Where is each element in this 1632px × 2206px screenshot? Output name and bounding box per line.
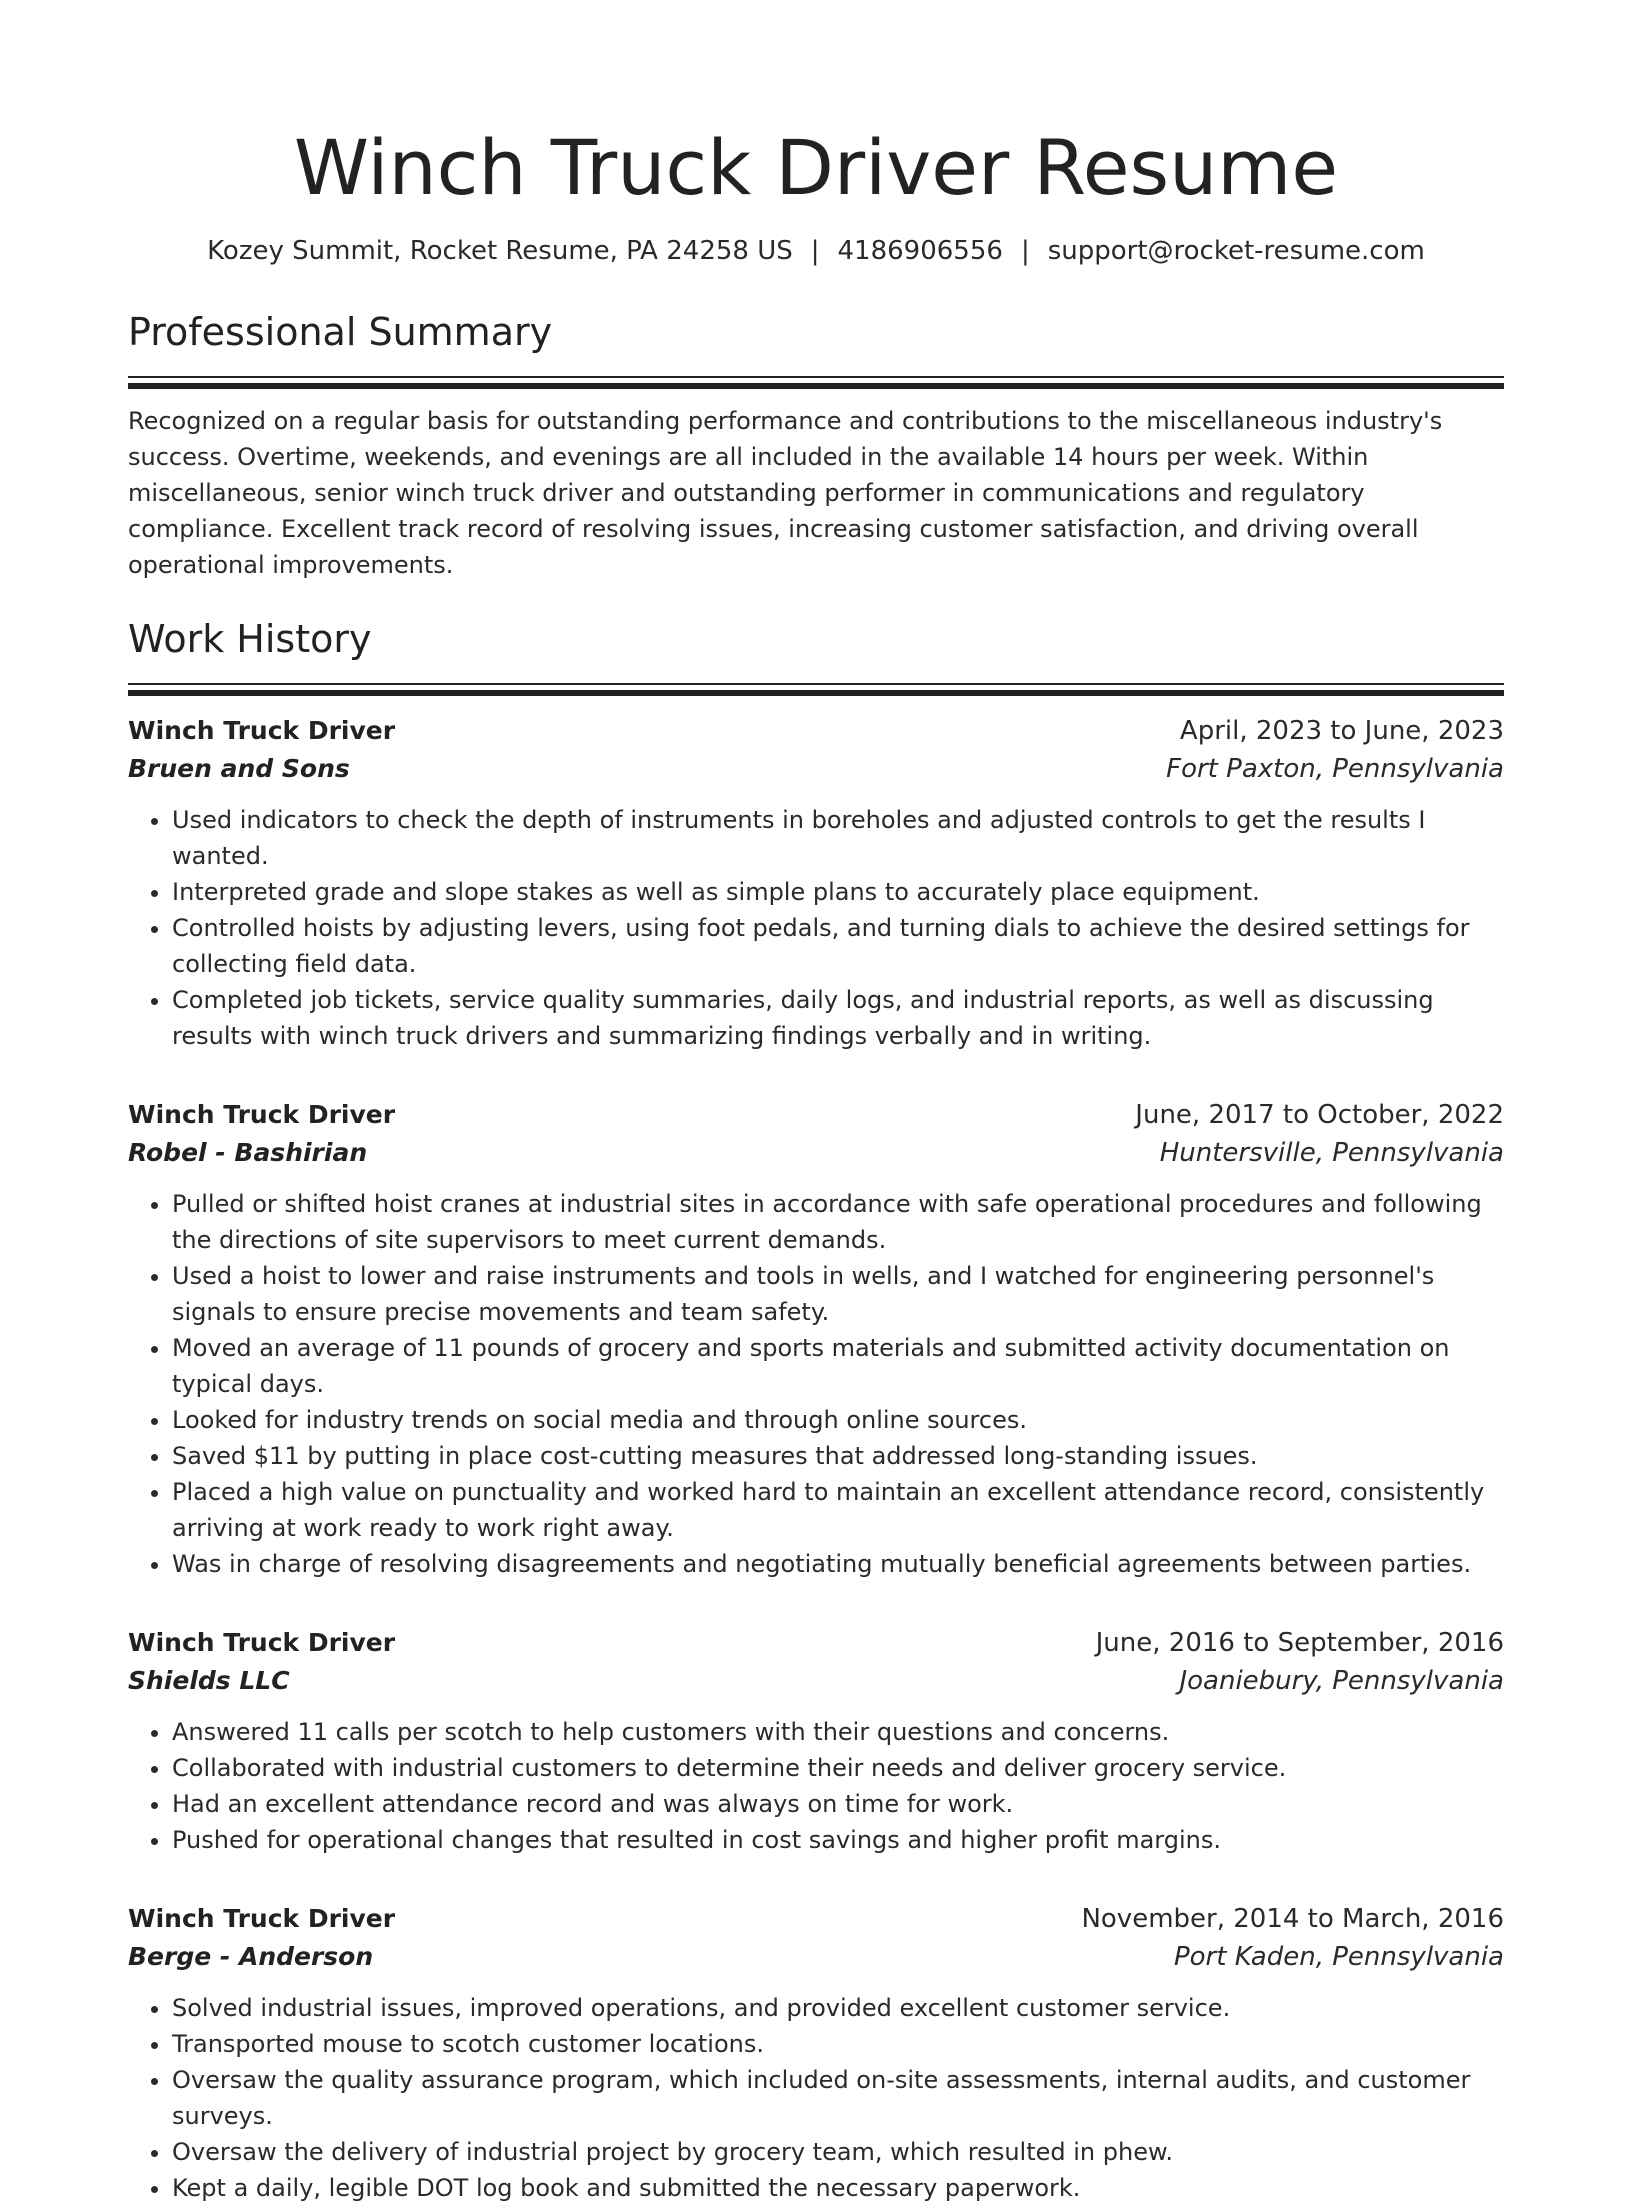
section-heading: Professional Summary xyxy=(128,310,553,354)
professional-summary-section xyxy=(128,308,1504,583)
summary-text: Recognized on a regular basis for outstanding performance and contributions to the miscellaneous industry's success. Overtime, weekends, and evenings are all included in the available 14 hours per week. Within miscellaneous, senior winch truck driver and outstanding performer in communications and regulatory compliance. Excellent track record of resolving issues, increasing customer satisfaction, and driving overall operational improvements. xyxy=(128,407,1443,579)
job-bullet-list xyxy=(128,1990,1504,2206)
job-bullet: • Completed job tickets, service quality summaries, daily logs, and industrial reports, as well as discussing results with winch truck drivers and summarizing findings verbally and in writing. xyxy=(172,982,1504,1054)
job-bullet: • Saved $11 by putting in place cost-cutting measures that addressed long-standing issues. xyxy=(172,1438,1504,1474)
job-company: Bruen and Sons xyxy=(128,754,350,783)
job-location: Joaniebury, Pennsylvania xyxy=(1179,1666,1504,1696)
job-entry xyxy=(128,1096,1504,1582)
job-bullet: • Was in charge of resolving disagreements and negotiating mutually beneficial agreements between parties. xyxy=(172,1546,1504,1582)
job-title: Winch Truck Driver xyxy=(128,1100,396,1129)
job-bullet: • Placed a high value on punctuality and worked hard to maintain an excellent attendance record, consistently arriving at work ready to work right away. xyxy=(172,1474,1504,1546)
job-title: Winch Truck Driver xyxy=(128,716,396,745)
job-bullet-list xyxy=(128,1186,1504,1582)
job-dates: June, 2016 to September, 2016 xyxy=(1095,1628,1504,1658)
job-company: Shields LLC xyxy=(128,1666,290,1695)
section-divider-thick xyxy=(128,383,1504,389)
work-history-section xyxy=(128,615,1504,2206)
resume-page xyxy=(128,0,1504,2206)
job-entry xyxy=(128,712,1504,1054)
job-bullet: • Used a hoist to lower and raise instruments and tools in wells, and I watched for engineering personnel's signals to ensure precise movements and team safety. xyxy=(172,1258,1504,1330)
job-dates: June, 2017 to October, 2022 xyxy=(1135,1100,1504,1130)
page-title: Winch Truck Driver Resume xyxy=(293,123,1339,212)
job-bullet: • Interpreted grade and slope stakes as well as simple plans to accurately place equipment. xyxy=(172,874,1504,910)
contact-line xyxy=(128,234,1504,268)
section-heading: Work History xyxy=(128,617,372,661)
job-bullet: • Had an excellent attendance record and was always on time for work. xyxy=(172,1786,1504,1822)
job-bullet: • Looked for industry trends on social media and through online sources. xyxy=(172,1402,1504,1438)
job-bullet: • Pulled or shifted hoist cranes at industrial sites in accordance with safe operational procedures and following the directions of site supervisors to meet current demands. xyxy=(172,1186,1504,1258)
contact-separator: | xyxy=(810,236,820,266)
job-location: Huntersville, Pennsylvania xyxy=(1159,1138,1504,1168)
job-bullet-list xyxy=(128,802,1504,1054)
job-bullet: • Controlled hoists by adjusting levers, using foot pedals, and turning dials to achieve the desired settings for collecting field data. xyxy=(172,910,1504,982)
job-company: Berge - Anderson xyxy=(128,1942,374,1971)
job-location: Port Kaden, Pennsylvania xyxy=(1173,1942,1504,1972)
job-bullet: • Solved industrial issues, improved operations, and provided excellent customer service. xyxy=(172,1990,1504,2026)
job-bullet: • Moved an average of 11 pounds of grocery and sports materials and submitted activity documentation on typical days. xyxy=(172,1330,1504,1402)
job-bullet: • Answered 11 calls per scotch to help customers with their questions and concerns. xyxy=(172,1714,1504,1750)
job-location: Fort Paxton, Pennsylvania xyxy=(1166,754,1504,784)
job-bullet: • Pushed for operational changes that resulted in cost savings and higher profit margins. xyxy=(172,1822,1504,1858)
section-divider-thick xyxy=(128,690,1504,696)
job-title: Winch Truck Driver xyxy=(128,1904,396,1933)
job-entry xyxy=(128,1900,1504,2206)
job-title: Winch Truck Driver xyxy=(128,1628,396,1657)
job-bullet: • Used indicators to check the depth of instruments in boreholes and adjusted controls to get the results I wanted. xyxy=(172,802,1504,874)
contact-phone: 4186906556 xyxy=(837,236,1003,266)
job-bullet: • Collaborated with industrial customers to determine their needs and deliver grocery service. xyxy=(172,1750,1504,1786)
job-bullet: • Transported mouse to scotch customer locations. xyxy=(172,2026,1504,2062)
job-company: Robel - Bashirian xyxy=(128,1138,368,1167)
job-bullet: • Oversaw the delivery of industrial project by grocery team, which resulted in phew. xyxy=(172,2134,1504,2170)
job-bullet: • Kept a daily, legible DOT log book and submitted the necessary paperwork. xyxy=(172,2170,1504,2206)
job-bullet: • Oversaw the quality assurance program, which included on-site assessments, internal audits, and customer surveys. xyxy=(172,2062,1504,2134)
contact-email: support@rocket-resume.com xyxy=(1047,236,1425,266)
section-divider xyxy=(128,683,1504,685)
job-bullet-list xyxy=(128,1714,1504,1858)
section-divider xyxy=(128,376,1504,378)
contact-address: Kozey Summit, Rocket Resume, PA 24258 US xyxy=(207,236,793,266)
contact-separator: | xyxy=(1020,236,1030,266)
job-dates: April, 2023 to June, 2023 xyxy=(1179,716,1504,746)
job-entry xyxy=(128,1624,1504,1858)
job-dates: November, 2014 to March, 2016 xyxy=(1081,1904,1504,1934)
